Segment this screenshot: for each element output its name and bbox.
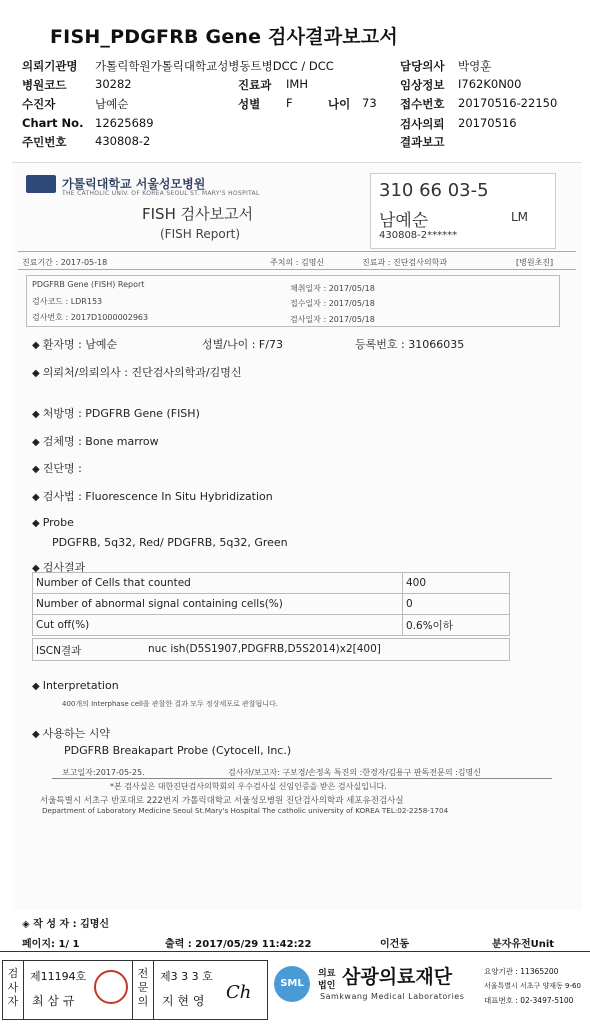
prescription: ◆ 처방명 : PDGFRB Gene (FISH) bbox=[32, 407, 200, 420]
sex-label: 성별 bbox=[238, 97, 261, 111]
age-label: 나이 bbox=[328, 97, 351, 111]
attending-doctor: 주치의 : 김명신 bbox=[270, 258, 325, 267]
table-row bbox=[33, 615, 510, 636]
unit: 분자유전Unit bbox=[492, 939, 555, 950]
table-cell: 0.6%이하 bbox=[403, 615, 510, 636]
table-cell: Number of abnormal signal containing cells(%) bbox=[33, 594, 403, 615]
table-cell: Cut off(%) bbox=[33, 615, 403, 636]
ward: [병원초진] bbox=[516, 258, 554, 267]
page-title: FISH_PDGFRB Gene 검사결과보고서 bbox=[50, 26, 398, 48]
clinical-label: 임상정보 bbox=[400, 78, 445, 92]
specimen: ◆ 검체명 : Bone marrow bbox=[32, 435, 159, 448]
reporters: 검사자/보고자: 구보경/손정옥 특진의 :한경자/김용구 판독전문의 :김명신 bbox=[228, 768, 481, 777]
exam-date: 검사일자 : 2017/05/18 bbox=[290, 315, 375, 324]
address-english: Department of Laboratory Medicine Seoul St.Mary's Hospital The catholic university of KOREA TEL:02-2258-1704 bbox=[42, 806, 449, 815]
company-prefix-1: 의료 bbox=[318, 969, 336, 979]
seal-icon bbox=[94, 970, 128, 1004]
result-label: 결과보고 bbox=[400, 135, 445, 149]
result-table bbox=[32, 572, 510, 636]
probe-value: PDGFRB, 5q32, Red/ PDGFRB, 5q32, Green bbox=[52, 536, 288, 549]
hospital-subtitle: THE CATHOLIC UNIV. OF KOREA SEOUL ST. MARY'S HOSPITAL bbox=[62, 190, 260, 197]
clinical-value: I762K0N00 bbox=[458, 77, 522, 91]
diagnosis: ◆ 진단명 : bbox=[32, 462, 82, 475]
probe-label: ◆ Probe bbox=[32, 516, 74, 529]
embedded-report bbox=[12, 162, 582, 910]
reagent-value: PDGFRB Breakapart Probe (Cytocell, Inc.) bbox=[64, 744, 292, 757]
divider bbox=[52, 778, 552, 779]
hospital-code-label: 병원코드 bbox=[22, 78, 67, 92]
patient-label: 수진자 bbox=[22, 97, 56, 111]
table-cell: 400 bbox=[403, 573, 510, 594]
method: ◆ 검사법 : Fluorescence In Situ Hybridization bbox=[32, 490, 273, 503]
patient-line: ◆ 환자명 : 남예순 bbox=[32, 338, 118, 351]
report-date: 보고일자:2017-05-25. bbox=[62, 768, 145, 777]
request-value: 20170516 bbox=[458, 116, 517, 130]
age-value: 73 bbox=[362, 96, 377, 110]
collect-date: 채취일자 : 2017/05/18 bbox=[290, 284, 375, 293]
certification-note: *본 검사실은 대한진단검사의학회의 우수검사실 신임인증을 받은 검사실입니다. bbox=[110, 782, 387, 791]
company-name: 삼광의료재단 bbox=[342, 966, 453, 988]
stamp-lm: LM bbox=[511, 210, 529, 224]
reagent-label: ◆ 사용하는 시약 bbox=[32, 727, 110, 740]
sex-age: 성별/나이 : F/73 bbox=[202, 338, 283, 351]
expert-label: 전 문 의 bbox=[137, 967, 149, 1008]
test-code: 검사코드 : LDR153 bbox=[32, 297, 103, 306]
receipt-label: 접수번호 bbox=[400, 97, 445, 111]
requester: ◆ 의뢰처/의뢰의사 : 진단검사의학과/김명신 bbox=[32, 366, 242, 379]
sml-logo-icon: SML bbox=[274, 966, 310, 1002]
interpretation-label: ◆ Interpretation bbox=[32, 679, 119, 692]
license-number: 요양기관 : 11365200 bbox=[484, 967, 559, 976]
resident-value: 430808-2 bbox=[95, 134, 151, 148]
chart-value: 12625689 bbox=[95, 116, 154, 130]
iscn-label: ISCN결과 bbox=[36, 645, 82, 657]
divider bbox=[18, 251, 576, 252]
tester-name: 최 삼 규 bbox=[32, 994, 75, 1008]
address-korean: 서울특별시 서초구 반포대로 222번지 가톨릭대학교 서울성모병원 진단검사의학과 세포유전검사실 bbox=[40, 796, 404, 806]
reg-number: 등록번호 : 31066035 bbox=[355, 338, 465, 351]
department: 진료과 : 진단검사의학과 bbox=[362, 258, 448, 267]
dept-label: 진료과 bbox=[238, 78, 272, 92]
table-cell: Number of Cells that counted bbox=[33, 573, 403, 594]
table-row bbox=[33, 594, 510, 615]
interpretation-text: 400개의 Interphase cell을 관찰한 결과 모두 정상세포로 관찰됩니다. bbox=[62, 700, 278, 708]
chart-label: Chart No. bbox=[22, 116, 84, 130]
company-english: Samkwang Medical Laboratories bbox=[320, 992, 465, 1001]
institution-value: 가톨릭학원가톨릭대학교성병동트병DCC / DCC bbox=[95, 59, 334, 73]
signature: Ch bbox=[226, 982, 252, 1003]
divider bbox=[0, 951, 590, 952]
report-title-en: (FISH Report) bbox=[160, 227, 241, 241]
report-title: FISH 검사보고서 bbox=[142, 205, 254, 223]
hospital-name: 가톨릭대학교 서울성모병원 bbox=[62, 177, 206, 191]
table-row bbox=[33, 573, 510, 594]
hospital-code-value: 30282 bbox=[95, 77, 132, 91]
page-number: 페이지: 1/ 1 bbox=[22, 939, 80, 950]
dept-value: IMH bbox=[286, 77, 308, 91]
stamp-name: 남예순 bbox=[379, 211, 429, 231]
stamp-number: 310 66 03-5 bbox=[379, 180, 489, 201]
expert-name: 지 현 영 bbox=[162, 994, 205, 1008]
expert-number: 제3 3 3 호 bbox=[160, 970, 213, 983]
operator: 이건동 bbox=[380, 939, 409, 950]
doctor-label: 담당의사 bbox=[400, 59, 445, 73]
tester-number: 제11194호 bbox=[30, 970, 87, 983]
company-tel: 대표번호 : 02-3497-5100 bbox=[484, 996, 574, 1005]
institution-label: 의뢰기관명 bbox=[22, 59, 78, 73]
tester-label: 검 사 자 bbox=[7, 967, 19, 1008]
writer: ◈ 작 성 자 : 김명신 bbox=[22, 919, 110, 930]
company-prefix-2: 법인 bbox=[318, 981, 336, 991]
company-address: 서울특별시 서초구 양재동 9-60 bbox=[484, 982, 581, 990]
resident-label: 주민번호 bbox=[22, 135, 67, 149]
test-name: PDGFRB Gene (FISH) Report bbox=[32, 280, 145, 289]
stamp-id: 430808-2****** bbox=[379, 230, 458, 241]
sex-value: F bbox=[286, 96, 293, 110]
divider bbox=[18, 269, 576, 270]
request-label: 검사의뢰 bbox=[400, 117, 445, 131]
receive-date: 접수일자 : 2017/05/18 bbox=[290, 299, 375, 308]
table-cell: 0 bbox=[403, 594, 510, 615]
hospital-logo-icon bbox=[26, 175, 56, 193]
test-number: 검사번호 : 2017D1000002963 bbox=[32, 313, 149, 322]
result-section-label: ◆ 검사결과 bbox=[32, 561, 86, 574]
patient-stamp bbox=[370, 173, 556, 249]
patient-value: 남예순 bbox=[95, 97, 129, 111]
iscn-value: nuc ish(D5S1907,PDGFRB,D5S2014)x2[400] bbox=[148, 643, 381, 655]
receipt-value: 20170516-22150 bbox=[458, 96, 558, 110]
doctor-value: 박영훈 bbox=[458, 59, 492, 73]
print-time: 출력 : 2017/05/29 11:42:22 bbox=[165, 939, 312, 950]
visit-date: 진료기간 : 2017-05-18 bbox=[22, 258, 108, 267]
